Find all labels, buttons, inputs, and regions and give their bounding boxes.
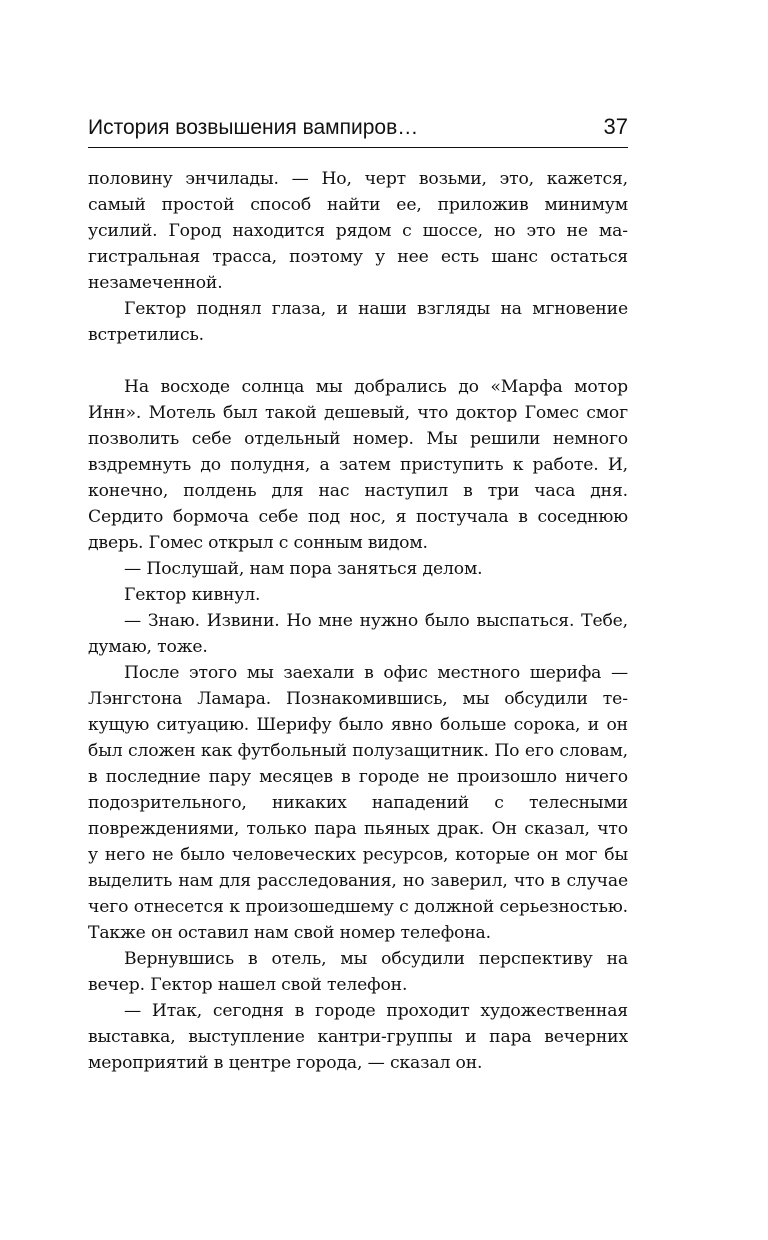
paragraph: После этого мы заехали в офис местного шерифа — Лэнгстона Ламара. Познакомившись, мы обсудили текущую ситуацию. Шерифу было явно больше сорока, и он был сложен как футбольный полузащитник. По его словам, в последние пару месяцев в городе не произошло ничего подозрительного, никаких нападений с телесными повреждениями, только пара пьяных драк. Он сказал, что у него не было человеческих ресурсов, которые он мог бы выделить нам для расследования, но заверил, что в случае чего отнесется к произошедшему с должной серьезностью. Также он оставил нам свой номер телефона. xyxy=(88,663,628,943)
paragraph: — Итак, сегодня в городе проходит художественная выставка, выступление кантри-группы и пара вечерних мероприятий в центре города, — сказал он. xyxy=(88,1001,628,1073)
body-text xyxy=(88,166,628,1076)
page-number: 37 xyxy=(603,114,628,139)
running-header xyxy=(88,112,628,148)
paragraph: — Знаю. Извини. Но мне нужно было выспаться. Тебе, думаю, тоже. xyxy=(88,611,628,657)
paragraph: — Послушай, нам пора заняться делом. xyxy=(124,559,483,579)
book-page xyxy=(88,112,628,1076)
book-title: История возвышения вампиров… xyxy=(88,116,419,139)
paragraph: На восходе солнца мы добрались до «Марфа мотор Инн». Мотель был такой дешевый, что доктор Гомес смог позволить себе отдельный номер. Мы решили немного вздремнуть до полудня, а затем приступить к работе. И, конечно, полдень для нас наступил в три часа дня. Сердито бормоча себе под нос, я постучала в соседнюю дверь. Гомес открыл с сонным видом. xyxy=(88,377,628,553)
paragraph: Гектор кивнул. xyxy=(124,585,261,605)
section-break xyxy=(88,348,628,374)
paragraph: Гектор поднял глаза, и наши взгляды на мгновение встретились. xyxy=(88,299,628,345)
paragraph: Вернувшись в отель, мы обсудили перспективу на вечер. Гектор нашел свой телефон. xyxy=(88,949,628,995)
paragraph: половину энчилады. — Но, черт возьми, это, кажется, самый простой способ найти ее, приложив минимум усилий. Город находится рядом с шоссе, но это не магистральная трасса, поэтому у нее есть шанс остаться незамеченной. xyxy=(88,169,628,293)
